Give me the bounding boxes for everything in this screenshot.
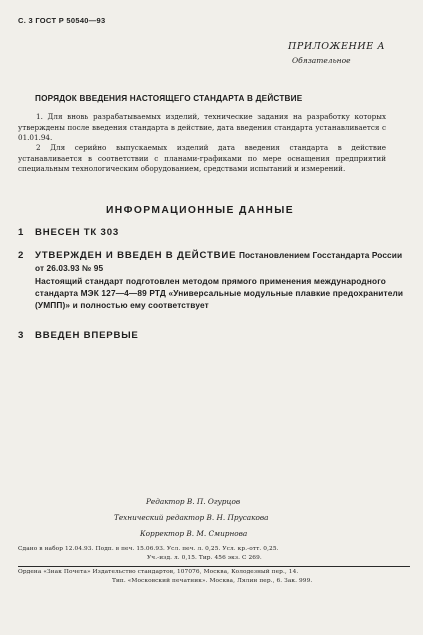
- appendix-title: ПРИЛОЖЕНИЕ А: [288, 41, 386, 52]
- order-paragraph-1: 1. Для вновь разрабатываемых изделий, технические задания на разработку которых утверждены после введения стандарта в действие, дата введения стандарта устанавливается с 01.01.94.: [18, 112, 386, 143]
- divider: [18, 566, 410, 567]
- imprint-line-3: Ордена «Знак Почета» Издательство стандартов, 107076, Москва, Колодезный пер., 14.: [18, 569, 299, 575]
- info-item-heading-continuation: Постановлением Госстандарта России от 26.03.93 № 95: [35, 250, 403, 273]
- imprint-line-2: Уч.-изд. л. 0,15. Тир. 456 экз. С 269.: [147, 555, 262, 561]
- technical-editor: Технический редактор В. Н. Прусакова: [114, 513, 269, 522]
- editor: Редактор В. П. Огурцов: [146, 497, 241, 506]
- info-item-number: 3: [18, 330, 24, 341]
- imprint-line-1: Сдано в набор 12.04.93. Подп. в печ. 15.06.93. Усл. печ. л. 0,25. Усл. кр.-отт. 0,25.: [18, 546, 279, 552]
- info-section-title: ИНФОРМАЦИОННЫЕ ДАННЫЕ: [106, 205, 294, 216]
- info-item-number: 2: [18, 250, 24, 261]
- info-item-heading: УТВЕРЖДЕН И ВВЕДЕН В ДЕЙСТВИЕ: [35, 250, 237, 261]
- imprint-line-4: Тип. «Московский печатник». Москва, Лялин пер., 6. Зак. 999.: [112, 578, 313, 584]
- appendix-subtitle: Обязательное: [292, 56, 351, 65]
- info-item-heading: ВНЕСЕН ТК 303: [35, 227, 119, 238]
- info-item-number: 1: [18, 227, 24, 238]
- corrector: Корректор В. М. Смирнова: [140, 529, 248, 538]
- order-section-title: ПОРЯДОК ВВЕДЕНИЯ НАСТОЯЩЕГО СТАНДАРТА В ДЕЙСТВИЕ: [35, 94, 303, 103]
- info-item-text: Настоящий стандарт подготовлен методом прямого применения международного стандарта МЭК 127—4—89 РТД «Универсальные модульные плавкие предохранители (УМПП)» и полностью ему соответствует: [35, 276, 404, 310]
- info-item-heading: ВВЕДЕН ВПЕРВЫЕ: [35, 330, 139, 341]
- page-header: С. 3 ГОСТ Р 50540—93: [18, 16, 106, 25]
- order-paragraph-2: 2 Для серийно выпускаемых изделий дата введения стандарта в действие устанавливается в соответствии с планами-графиками по мере оснащения предприятий специальным технологическим оборудованием, средствами испытаний и измерений.: [18, 143, 386, 174]
